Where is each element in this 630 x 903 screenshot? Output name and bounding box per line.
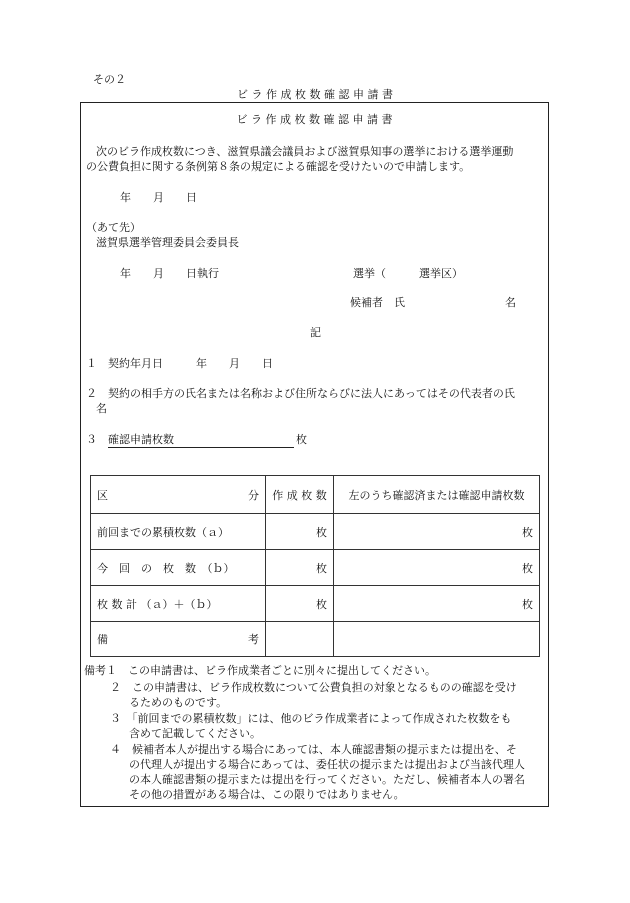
header-kubun (91, 476, 266, 514)
note-1: 備考１ この申請書は、ビラ作成業者ごとに別々に提出してください。 (84, 664, 436, 677)
count-table (90, 475, 540, 657)
note-4-line-4: その他の措置がある場合は、この限りではありません。 (129, 788, 405, 801)
application-date: 年 月 日 (120, 191, 197, 204)
addressee: 滋賀県選挙管理委員会委員長 (96, 236, 239, 249)
row-unit-confirmed: 枚 (334, 586, 540, 622)
candidate-name-suffix: 名 (505, 296, 516, 309)
note-3-line-1: ３ 「前回までの累積枚数」には、他のビラ作成業者によって作成された枚数をも (110, 712, 512, 725)
header-confirmed-count: 左のうち確認済または確認申請枚数 (334, 476, 540, 514)
document-number: その２ (93, 73, 126, 86)
table-remarks-row (91, 622, 540, 657)
remarks-cell (266, 622, 334, 657)
row-unit-confirmed: 枚 (334, 514, 540, 550)
header-bun-text: 分 (248, 488, 259, 502)
item-contractor-line-1: ２ 契約の相手方の氏名または名称および住所ならびに法人にあってはその代表者の氏 (86, 387, 515, 400)
row-unit-created: 枚 (266, 514, 334, 550)
row-label: 今 回 の 枚 数 （ｂ） (91, 550, 266, 586)
addressee-label: （あて先） (86, 221, 141, 234)
header-ku-text: 区 (97, 488, 108, 502)
note-2-line-2: るためのものです。 (129, 696, 228, 709)
form-title: ビ ラ 作 成 枚 数 確 認 申 請 書 (236, 113, 393, 126)
remarks-ko-text: 考 (248, 633, 259, 646)
candidate-label: 候補者 氏 (350, 296, 405, 309)
note-3-line-2: 含めて記載してください。 (129, 727, 261, 740)
item-contractor-line-2: 名 (96, 402, 107, 415)
row-label: 枚 数 計 （ａ）＋（ｂ） (91, 586, 266, 622)
remarks-label-cell (91, 622, 266, 657)
row-label: 前回までの累積枚数（ａ） (91, 514, 266, 550)
intro-line-1: 次のビラ作成枚数につき、滋賀県議会議員および滋賀県知事の選挙における選挙運動 (96, 145, 514, 158)
note-4-line-1: ４ 候補者本人が提出する場合にあっては、本人確認書類の提示または提出を、そ (110, 743, 517, 756)
note-2-line-1: ２ この申請書は、ビラ作成枚数について公費負担の対象となるものの確認を受け (110, 681, 517, 694)
row-unit-confirmed: 枚 (334, 550, 540, 586)
election-name: 選挙（ 選挙区） (353, 267, 463, 280)
item-number: ３ (86, 433, 97, 446)
remarks-bi-text: 備 (97, 633, 108, 646)
table-header-row (91, 476, 540, 514)
table-row (91, 586, 540, 622)
intro-line-2: の公費負担に関する条例第８条の規定による確認を受けたいので申請します。 (86, 160, 471, 173)
row-unit-created: 枚 (266, 586, 334, 622)
note-4-line-2: の代理人が提出する場合にあっては、委任状の提示または提出および当該代理人 (129, 758, 525, 771)
item-requested-count (108, 431, 294, 448)
requested-count-label: 確認申請枚数 (108, 433, 174, 446)
election-date: 年 月 日執行 (120, 267, 219, 280)
item-contract-date: １ 契約年月日 年 月 日 (86, 357, 273, 370)
requested-count-unit: 枚 (296, 433, 307, 446)
table-row (91, 550, 540, 586)
outer-title: ビ ラ 作 成 枚 数 確 認 申 請 書 (237, 88, 393, 101)
table-row (91, 514, 540, 550)
ki-heading: 記 (310, 326, 321, 339)
remarks-cell-wide (334, 622, 540, 657)
header-created-count: 作 成 枚 数 (266, 476, 334, 514)
row-unit-created: 枚 (266, 550, 334, 586)
note-4-line-3: の本人確認書類の提示または提出を行ってください。ただし、候補者本人の署名 (129, 773, 525, 786)
